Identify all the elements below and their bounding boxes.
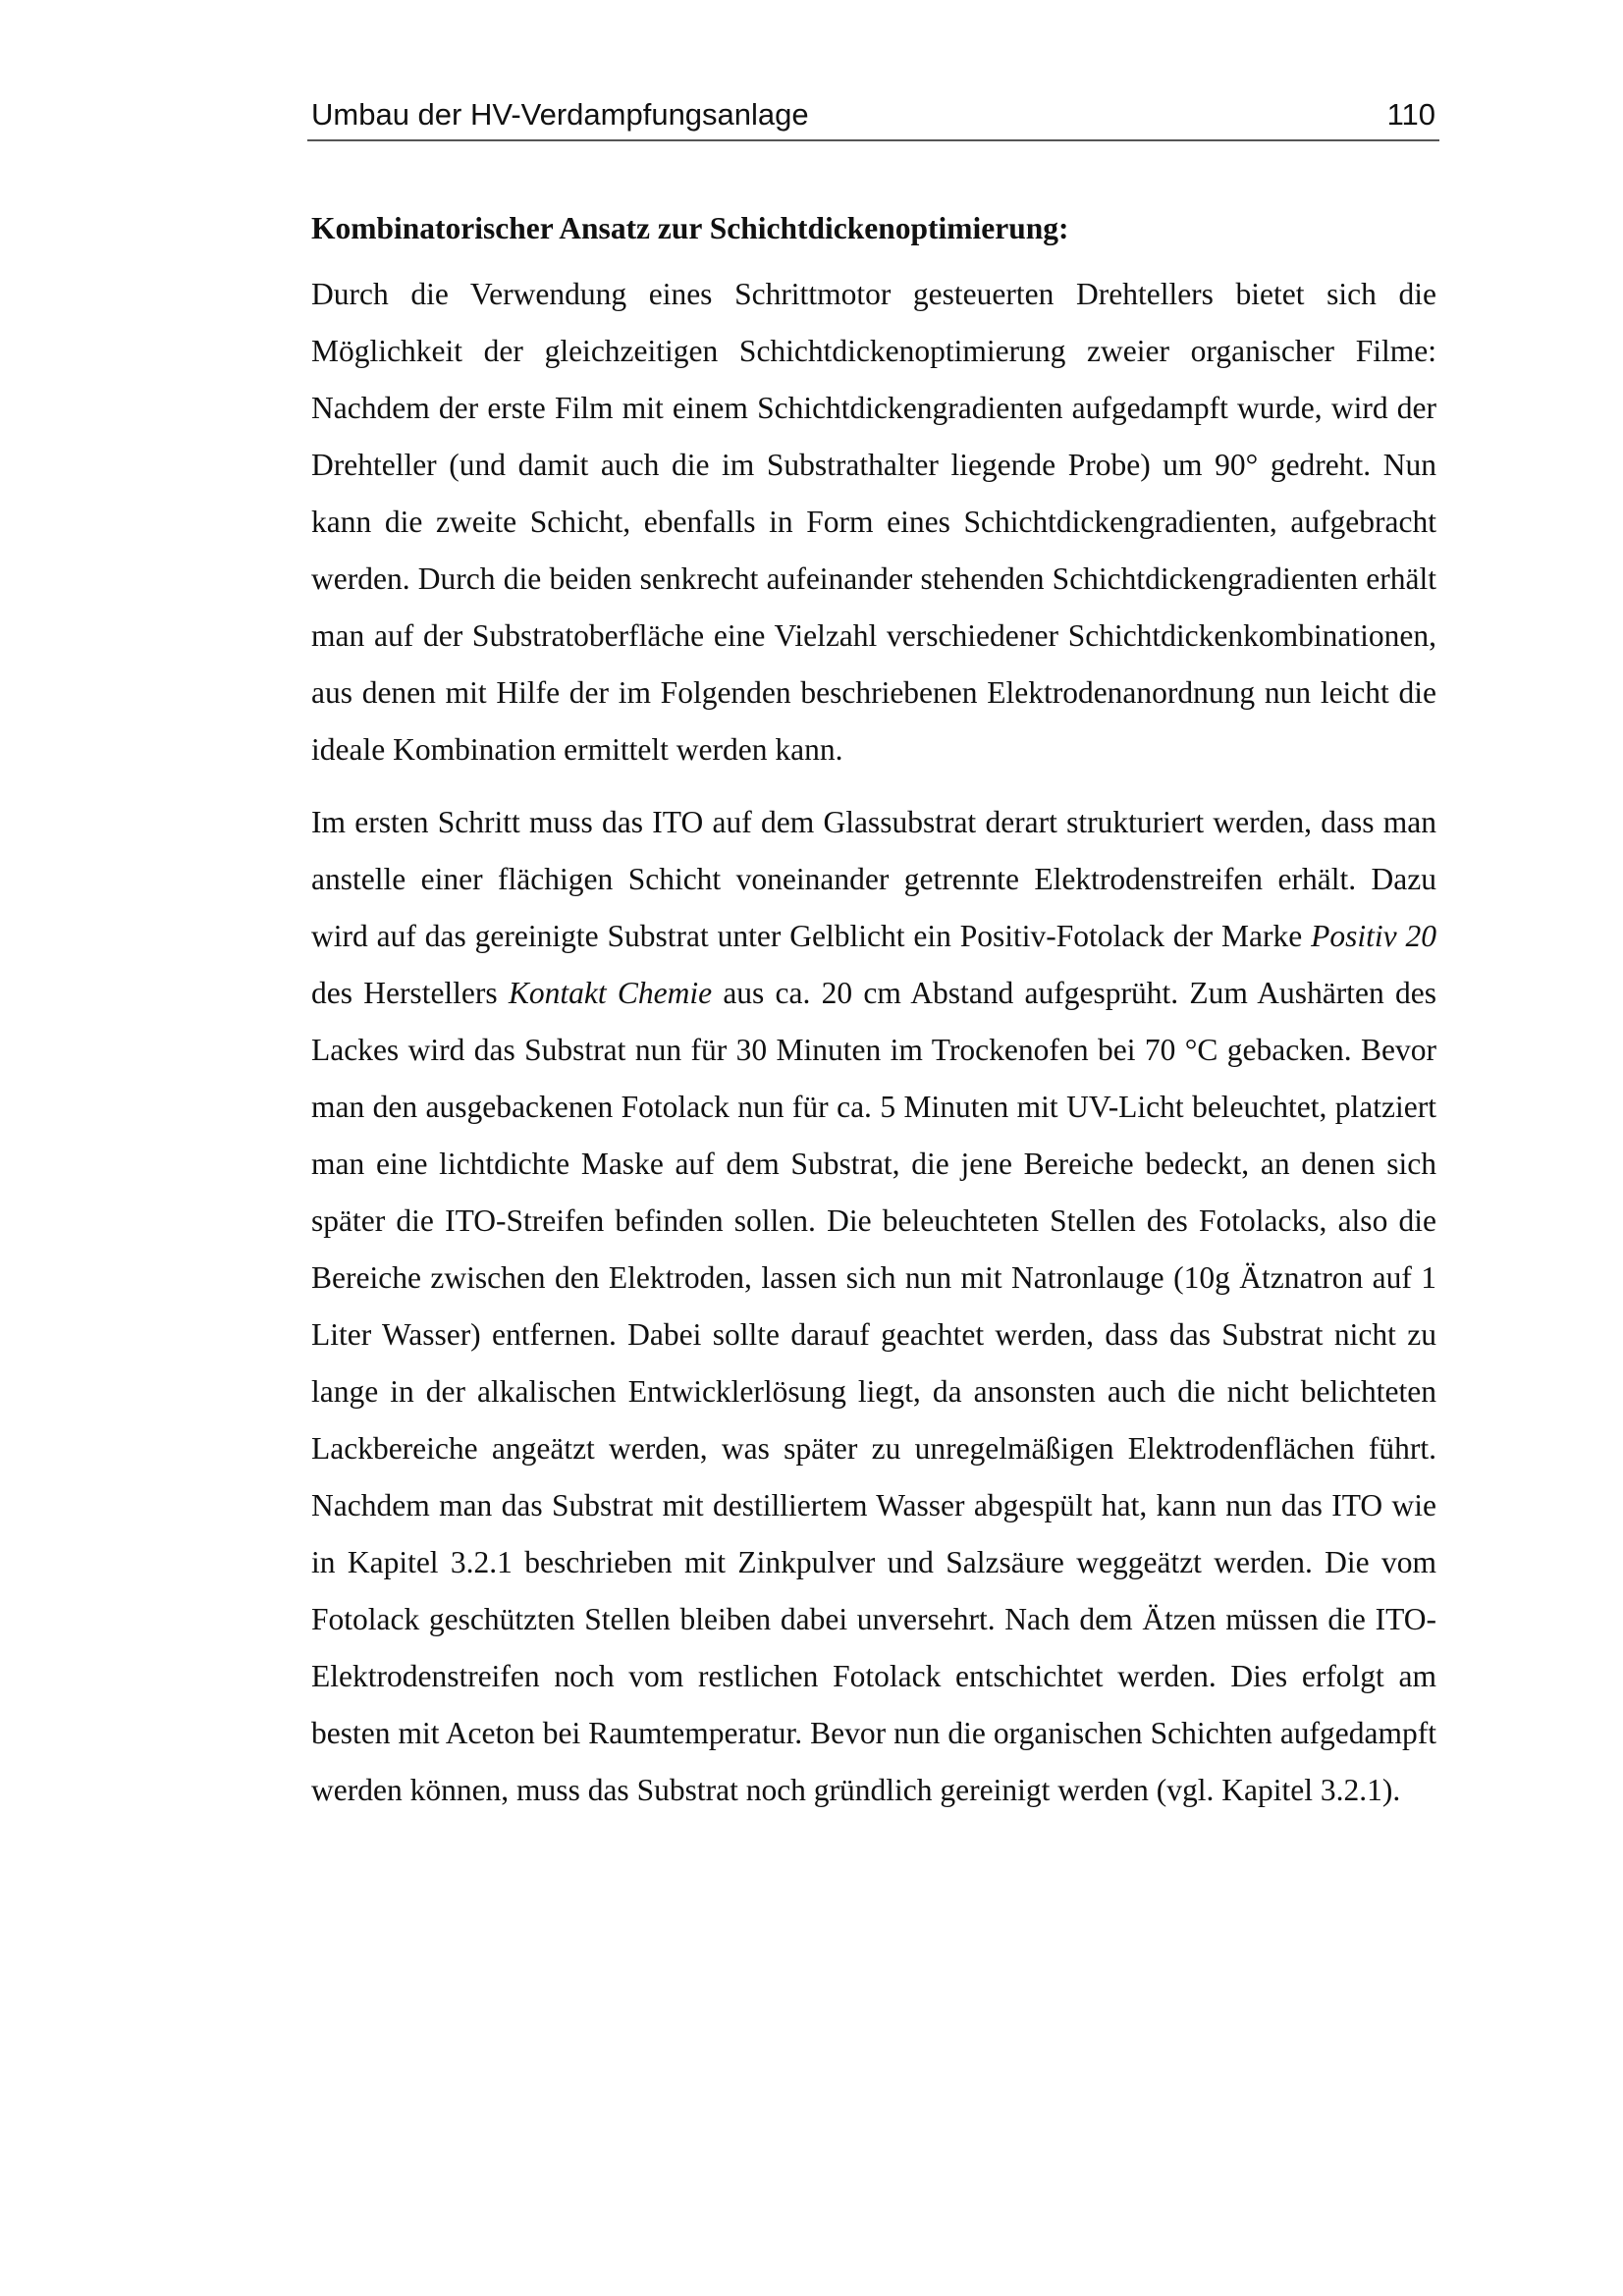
paragraph-2-text-c: aus ca. 20 cm Abstand aufgesprüht. Zum Aushärten des Lackes wird das Substrat nun für 30 Minuten im Trockenofen bei 70 °C gebacken. Bevor man den ausgebackenen Fotolack nun für ca. 5 Minuten mit UV-Licht beleuchtet, platziert man eine lichtdichte Maske auf dem Substrat, die jene Bereiche bedeckt, an denen sich später die ITO-Streifen befinden sollen. Die beleuchteten Stellen des Fotolacks, also die Bereiche zwischen den Elektroden, lassen sich nun mit Natronlauge (10g Ätznatron auf 1 Liter Wasser) entfernen. Dabei sollte darauf geachtet werden, dass das Substrat nicht zu lange in der alkalischen Entwicklerlösung liegt, da ansonsten auch die nicht belichteten Lackbereiche angeätzt werden, was später zu unregelmäßigen Elektrodenflächen führt. Nachdem man das Substrat mit destilliertem Wasser abgespült hat, kann nun das ITO wie in Kapitel 3.2.1 beschrieben mit Zinkpulver und Salzsäure weggeätzt werden. Die vom Fotolack geschützten Stellen bleiben dabei unversehrt. Nach dem Ätzen müssen die ITO-Elektrodenstreifen noch vom restlichen Fotolack entschichtet werden. Dies erfolgt am besten mit Aceton bei Raumtemperatur. Bevor nun die organischen Schichten aufgedampft werden können, muss das Substrat noch gründlich gereinigt werden (vgl. Kapitel 3.2.1). bbox=[311, 976, 1436, 1807]
paragraph-1: Durch die Verwendung eines Schrittmotor gesteuerten Drehtellers bietet sich die Möglichkeit der gleichzeitigen Schichtdickenoptimierung zweier organischer Filme: Nachdem der erste Film mit einem Schichtdickengradienten aufgedampft wurde, wird der Drehteller (und damit auch die im Substrathalter liegende Probe) um 90° gedreht. Nun kann die zweite Schicht, ebenfalls in Form eines Schichtdickengradienten, aufgebracht werden. Durch die beiden senkrecht aufeinander stehenden Schichtdickengradienten erhält man auf der Substratoberfläche eine Vielzahl verschiedener Schichtdickenkombinationen, aus denen mit Hilfe der im Folgenden beschriebenen Elektrodenanordnung nun leicht die ideale Kombination ermittelt werden kann. bbox=[311, 277, 1436, 767]
paragraph-2-text-a: Im ersten Schritt muss das ITO auf dem Glassubstrat derart strukturiert werden, dass man anstelle einer flächigen Schicht voneinander getrennte Elektrodenstreifen erhält. Dazu wird auf das gereinigte Substrat unter Gelblicht ein Positiv-Fotolack der Marke bbox=[311, 805, 1436, 953]
page-number: 110 bbox=[1386, 97, 1435, 132]
manufacturer-name: Kontakt Chemie bbox=[508, 976, 713, 1010]
paragraph-2 bbox=[311, 794, 1436, 1819]
page-body bbox=[311, 209, 1436, 1819]
paragraph-2-text-b: des Herstellers bbox=[311, 976, 509, 1010]
running-title: Umbau der HV-Verdampfungsanlage bbox=[311, 97, 809, 132]
product-name: Positiv 20 bbox=[1311, 919, 1436, 953]
page-header bbox=[307, 94, 1439, 141]
section-heading: Kombinatorischer Ansatz zur Schichtdickenoptimierung: bbox=[311, 211, 1069, 245]
